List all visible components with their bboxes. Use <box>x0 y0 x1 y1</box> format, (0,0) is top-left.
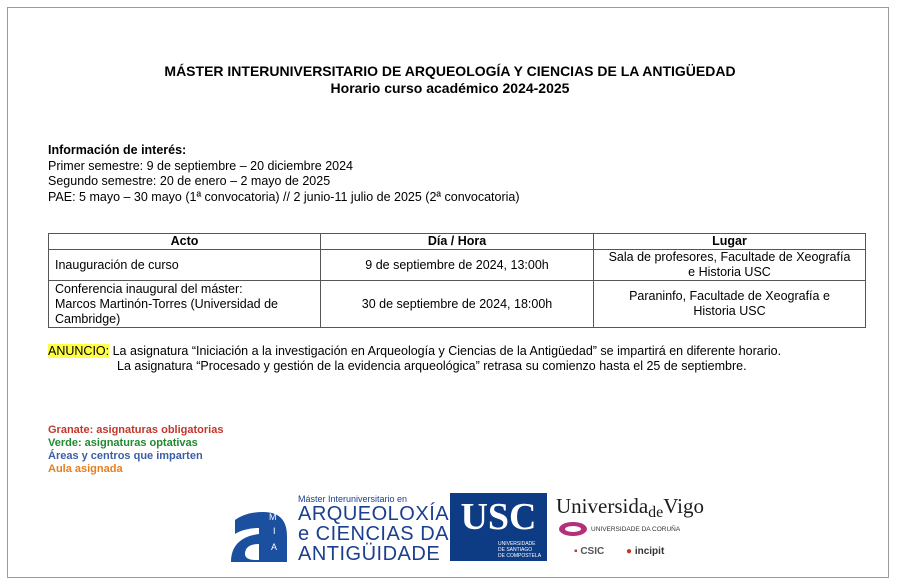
cell-lugar: Sala de profesores, Facultade de Xeografía e Historia USC <box>594 250 866 281</box>
info-line: Primer semestre: 9 de septiembre – 20 diciembre 2024 <box>48 158 354 173</box>
csic-logo: ▪ CSIC <box>574 546 605 557</box>
schedule-table <box>48 233 866 328</box>
master-logo-text: Máster Interuniversitario en ARQUEOLOXÍA e CIENCIAS DA ANTIGÜIDADE <box>298 494 450 565</box>
usc-logo: USC UNIVERSIDADE DE SANTIAGO DE COMPOSTELA <box>450 493 547 561</box>
svg-text:I: I <box>273 526 276 536</box>
color-legend <box>48 424 223 476</box>
info-line: Segundo semestre: 20 de enero – 2 mayo de 2025 <box>48 174 331 188</box>
table-header-row <box>49 234 866 250</box>
cell-acto: Inauguración de curso <box>49 250 321 281</box>
info-heading: Información de interés: <box>48 143 187 157</box>
legend-item-granate: Granate: asignaturas obligatorias <box>48 424 224 436</box>
cell-acto: Conferencia inaugural del máster: Marcos Martinón-Torres (Universidad de Cambridge) <box>49 281 321 328</box>
svg-text:M: M <box>269 512 277 522</box>
table-row <box>49 250 866 281</box>
master-a-logo-icon <box>229 492 294 564</box>
incipit-logo: ● incipit <box>626 546 665 557</box>
table-row <box>49 281 866 328</box>
page-title: MÁSTER INTERUNIVERSITARIO DE ARQUEOLOGÍA Y CIENCIAS DE LA ANTIGÜEDAD <box>164 63 736 79</box>
udc-logo-text: UNIVERSIDADE DA CORUÑA <box>591 526 681 533</box>
cell-lugar: Paraninfo, Facultade de Xeografía e Historia USC <box>594 281 866 328</box>
legend-item-verde: Verde: asignaturas optativas <box>48 437 198 449</box>
column-header-dia-hora: Día / Hora <box>321 234 594 250</box>
announcement-line-1: La asignatura “Iniciación a la investigación en Arqueología y Ciencias de la Antigüedad” se impartirá en diferente horario. <box>112 344 782 358</box>
info-section <box>48 143 520 205</box>
uvigo-logo: UniversidadeVigo <box>556 494 705 521</box>
announcement <box>48 344 781 374</box>
cell-dia: 30 de septiembre de 2024, 18:00h <box>321 281 594 328</box>
column-header-lugar: Lugar <box>594 234 866 250</box>
legend-item-areas: Áreas y centros que imparten <box>48 450 203 462</box>
legend-item-aula: Aula asignada <box>48 463 123 475</box>
svg-text:A: A <box>271 542 278 552</box>
page-subtitle: Horario curso académico 2024-2025 <box>330 80 570 96</box>
column-header-acto: Acto <box>49 234 321 250</box>
info-line: PAE: 5 mayo – 30 mayo (1ª convocatoria) // 2 junio-11 julio de 2025 (2ª convocatoria) <box>48 189 520 204</box>
announcement-line-2: La asignatura “Procesado y gestión de la evidencia arqueológica” retrasa su comienzo hasta el 25 de septiembre. <box>117 359 747 373</box>
announcement-label: ANUNCIO: <box>48 344 110 358</box>
cell-dia: 9 de septiembre de 2024, 13:00h <box>321 250 594 281</box>
udc-emblem-icon <box>558 521 588 537</box>
